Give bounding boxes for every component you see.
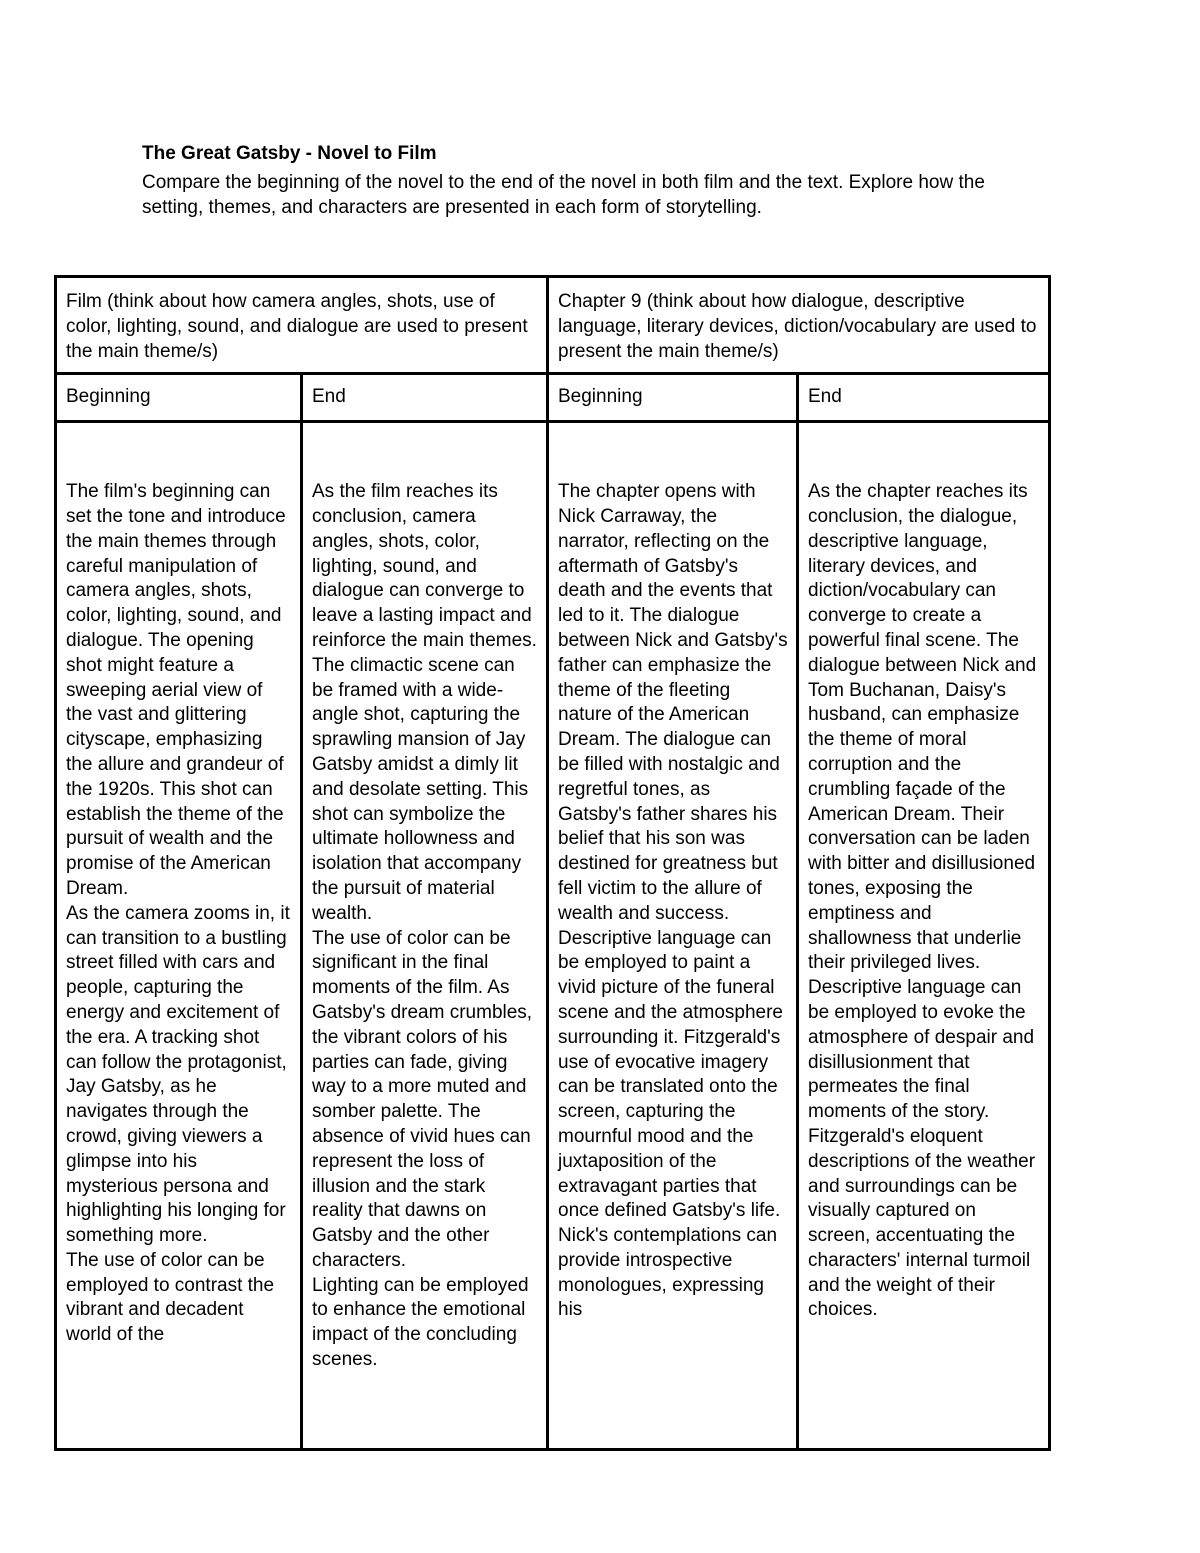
film-header-cell: Film (think about how camera angles, shots, use of color, lighting, sound, and dialogue are used to present the main theme/s) [56,277,548,374]
table-section-header-row [56,277,1050,374]
chapter-beginning-cell [548,422,798,1450]
film-end-cell [302,422,548,1450]
table-subheader-row [56,374,1050,422]
chapter-header-cell: Chapter 9 (think about how dialogue, descriptive language, literary devices, diction/vocabulary are used to present the main theme/s) [548,277,1050,374]
film-end-paragraph: Lighting can be employed to enhance the emotional impact of the concluding scenes. [312,1274,529,1371]
film-beginning-cell [56,422,302,1450]
comparison-table [54,275,1051,1451]
film-end-label: End [302,374,548,422]
chapter-end-cell [798,422,1050,1450]
film-end-paragraph: As the film reaches its conclusion, camera angles, shots, color, lighting, sound, and dialogue can converge to leave a lasting impact and reinforce the main themes. The climactic scene can be framed with a wide-angle shot, capturing the sprawling mansion of Jay Gatsby amidst a dimly lit and desolate setting. This shot can symbolize the ultimate hollowness and isolation that accompany the pursuit of material wealth. [312,481,537,924]
chapter-beginning-paragraph: The chapter opens with Nick Carraway, the narrator, reflecting on the aftermath of Gatsby's death and the events that led to it. The dialogue between Nick and Gatsby's father can emphasize the theme of the fleeting nature of the American Dream. The dialogue can be filled with nostalgic and regretful tones, as Gatsby's father shares his belief that his son was destined for greatness but fell victim to the allure of wealth and success. [558,481,788,924]
chapter-end-paragraph: Descriptive language can be employed to evoke the atmosphere of despair and disillusionment that permeates the final moments of the story. Fitzgerald's eloquent descriptions of the weather and surroundings can be visually captured on screen, accentuating the characters' internal turmoil and the weight of their choices. [808,977,1036,1321]
intro-paragraph: Compare the beginning of the novel to the end of the novel in both film and the text. Explore how the setting, themes, and characters are presented in each form of storytelling. [142,172,985,218]
film-beginning-paragraph: As the camera zooms in, it can transition to a bustling street filled with cars and people, capturing the energy and excitement of the era. A tracking shot can follow the protagonist, Jay Gatsby, as he navigates through the crowd, giving viewers a glimpse into his mysterious persona and highlighting his longing for something more. [66,902,290,1247]
chapter-end-label: End [798,374,1050,422]
film-beginning-paragraph: The film's beginning can set the tone and introduce the main themes through careful manipulation of camera angles, shots, color, lighting, sound, and dialogue. The opening shot might feature a sweeping aerial view of the vast and glittering cityscape, emphasizing the allure and grandeur of the 1920s. This shot can establish the theme of the pursuit of wealth and the promise of the American Dream. [66,481,286,899]
film-beginning-label: Beginning [56,374,302,422]
chapter-beginning-paragraph: Descriptive language can be employed to paint a vivid picture of the funeral scene and the atmosphere surrounding it. Fitzgerald's use of evocative imagery can be translated onto the screen, capturing the mournful mood and the juxtaposition of the extravagant parties that once defined Gatsby's life. Nick's contemplations can provide introspective monologues, expressing his [558,927,783,1321]
chapter-beginning-label: Beginning [548,374,798,422]
film-end-paragraph: The use of color can be significant in the final moments of the film. As Gatsby's dream crumbles, the vibrant colors of his parties can fade, giving way to a more muted and somber palette. The absence of vivid hues can represent the loss of illusion and the stark reality that dawns on Gatsby and the other characters. [312,927,533,1271]
table-body-row [56,422,1050,1450]
document-title: The Great Gatsby - Novel to Film [142,143,437,164]
film-beginning-paragraph: The use of color can be employed to contrast the vibrant and decadent world of the [66,1249,275,1346]
chapter-end-paragraph: As the chapter reaches its conclusion, the dialogue, descriptive language, literary devices, and diction/vocabulary can converge to create a powerful final scene. The dialogue between Nick and Tom Buchanan, Daisy's husband, can emphasize the theme of moral corruption and the crumbling façade of the American Dream. Their conversation can be laden with bitter and disillusioned tones, exposing the emptiness and shallowness that underlie their privileged lives. [808,481,1037,974]
